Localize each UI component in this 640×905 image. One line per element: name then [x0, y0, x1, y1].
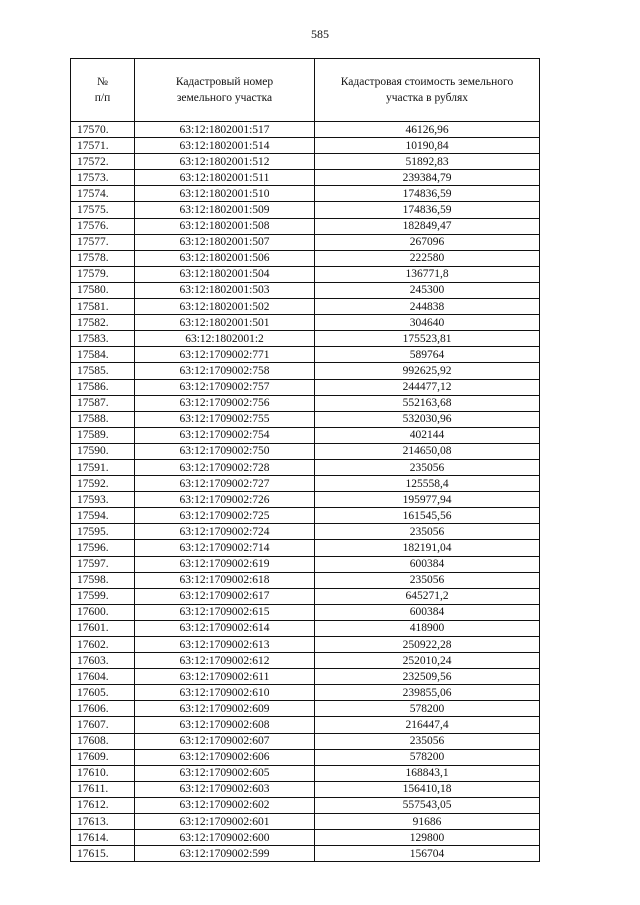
cell-cadastral-value: 156704: [315, 846, 540, 862]
table-row: [71, 379, 540, 395]
table-row: [71, 282, 540, 298]
cell-cadastral-value: 232509,56: [315, 669, 540, 685]
table-row: [71, 154, 540, 170]
cell-cadastral-number: 63:12:1802001:517: [135, 122, 315, 138]
cell-cadastral-value: 418900: [315, 620, 540, 636]
cell-cadastral-value: 161545,56: [315, 508, 540, 524]
cell-cadastral-number: 63:12:1709002:756: [135, 395, 315, 411]
cell-cadastral-number: 63:12:1709002:606: [135, 749, 315, 765]
cell-row-number: 17583.: [71, 331, 135, 347]
table-row: [71, 572, 540, 588]
cell-cadastral-value: 402144: [315, 427, 540, 443]
table-row: [71, 637, 540, 653]
cell-cadastral-number: 63:12:1802001:501: [135, 315, 315, 331]
table-row: [71, 749, 540, 765]
cell-row-number: 17581.: [71, 299, 135, 315]
cell-cadastral-value: 235056: [315, 733, 540, 749]
table-row: [71, 685, 540, 701]
cell-cadastral-number: 63:12:1709002:724: [135, 524, 315, 540]
cell-cadastral-number: 63:12:1709002:750: [135, 443, 315, 459]
cell-cadastral-number: 63:12:1709002:611: [135, 669, 315, 685]
cell-cadastral-number: 63:12:1709002:600: [135, 830, 315, 846]
cell-cadastral-number: 63:12:1709002:754: [135, 427, 315, 443]
table-body: [71, 122, 540, 862]
cell-cadastral-value: 244477,12: [315, 379, 540, 395]
cell-cadastral-number: 63:12:1709002:602: [135, 797, 315, 813]
cell-row-number: 17615.: [71, 846, 135, 862]
table-row: [71, 186, 540, 202]
table-row: [71, 443, 540, 459]
table-row: [71, 653, 540, 669]
cell-cadastral-value: 125558,4: [315, 476, 540, 492]
table-row: [71, 508, 540, 524]
cell-cadastral-value: 645271,2: [315, 588, 540, 604]
cell-row-number: 17589.: [71, 427, 135, 443]
cell-cadastral-value: 532030,96: [315, 411, 540, 427]
cell-cadastral-number: 63:12:1709002:615: [135, 604, 315, 620]
cell-cadastral-number: 63:12:1709002:607: [135, 733, 315, 749]
table-row: [71, 234, 540, 250]
cell-row-number: 17606.: [71, 701, 135, 717]
table-row: [71, 733, 540, 749]
cell-row-number: 17596.: [71, 540, 135, 556]
table-row: [71, 781, 540, 797]
table-row: [71, 202, 540, 218]
cell-cadastral-value: 46126,96: [315, 122, 540, 138]
cell-row-number: 17604.: [71, 669, 135, 685]
table-row: [71, 540, 540, 556]
cell-cadastral-number: 63:12:1709002:612: [135, 653, 315, 669]
cell-cadastral-number: 63:12:1802001:508: [135, 218, 315, 234]
cell-cadastral-value: 557543,05: [315, 797, 540, 813]
table-row: [71, 299, 540, 315]
cell-row-number: 17599.: [71, 588, 135, 604]
cell-cadastral-number: 63:12:1802001:514: [135, 138, 315, 154]
cell-cadastral-value: 182849,47: [315, 218, 540, 234]
cell-cadastral-value: 51892,83: [315, 154, 540, 170]
cell-cadastral-number: 63:12:1709002:725: [135, 508, 315, 524]
cell-cadastral-value: 235056: [315, 459, 540, 475]
cell-cadastral-value: 578200: [315, 749, 540, 765]
table-row: [71, 315, 540, 331]
cell-cadastral-value: 600384: [315, 556, 540, 572]
cell-row-number: 17586.: [71, 379, 135, 395]
table-row: [71, 395, 540, 411]
table-row: [71, 556, 540, 572]
cell-cadastral-number: 63:12:1709002:755: [135, 411, 315, 427]
cell-cadastral-value: 589764: [315, 347, 540, 363]
cell-cadastral-value: 578200: [315, 701, 540, 717]
cell-row-number: 17594.: [71, 508, 135, 524]
table-row: [71, 476, 540, 492]
cell-cadastral-number: 63:12:1802001:509: [135, 202, 315, 218]
cell-row-number: 17577.: [71, 234, 135, 250]
table-row: [71, 266, 540, 282]
cell-cadastral-number: 63:12:1802001:504: [135, 266, 315, 282]
cell-row-number: 17597.: [71, 556, 135, 572]
cell-row-number: 17584.: [71, 347, 135, 363]
cell-row-number: 17578.: [71, 250, 135, 266]
cell-cadastral-value: 174836,59: [315, 202, 540, 218]
cell-cadastral-number: 63:12:1709002:727: [135, 476, 315, 492]
cell-cadastral-number: 63:12:1802001:502: [135, 299, 315, 315]
cell-row-number: 17602.: [71, 637, 135, 653]
cell-row-number: 17609.: [71, 749, 135, 765]
cell-cadastral-number: 63:12:1709002:605: [135, 765, 315, 781]
cell-row-number: 17603.: [71, 653, 135, 669]
cell-cadastral-number: 63:12:1709002:608: [135, 717, 315, 733]
table-row: [71, 620, 540, 636]
table-row: [71, 122, 540, 138]
cell-cadastral-value: 239855,06: [315, 685, 540, 701]
cell-row-number: 17575.: [71, 202, 135, 218]
table-header-row: [71, 59, 540, 122]
cell-cadastral-number: 63:12:1709002:617: [135, 588, 315, 604]
cell-cadastral-number: 63:12:1709002:609: [135, 701, 315, 717]
cell-row-number: 17576.: [71, 218, 135, 234]
cell-cadastral-value: 250922,28: [315, 637, 540, 653]
table-row: [71, 363, 540, 379]
cell-cadastral-value: 252010,24: [315, 653, 540, 669]
table-row: [71, 814, 540, 830]
header-cadastral-value: Кадастровая стоимость земельного участка в рублях: [315, 59, 540, 122]
cell-row-number: 17601.: [71, 620, 135, 636]
cell-cadastral-value: 136771,8: [315, 266, 540, 282]
header-row-number: № п/п: [71, 59, 135, 122]
table-row: [71, 588, 540, 604]
table-row: [71, 846, 540, 862]
cell-cadastral-value: 10190,84: [315, 138, 540, 154]
header-cadastral-number: Кадастровый номер земельного участка: [135, 59, 315, 122]
table-row: [71, 669, 540, 685]
cell-row-number: 17614.: [71, 830, 135, 846]
cell-cadastral-number: 63:12:1802001:510: [135, 186, 315, 202]
table-row: [71, 604, 540, 620]
cell-cadastral-number: 63:12:1709002:757: [135, 379, 315, 395]
cell-cadastral-number: 63:12:1802001:2: [135, 331, 315, 347]
table-row: [71, 701, 540, 717]
cell-row-number: 17610.: [71, 765, 135, 781]
table-row: [71, 524, 540, 540]
cell-row-number: 17613.: [71, 814, 135, 830]
cell-cadastral-value: 222580: [315, 250, 540, 266]
cell-cadastral-number: 63:12:1709002:771: [135, 347, 315, 363]
cell-row-number: 17608.: [71, 733, 135, 749]
cell-cadastral-value: 245300: [315, 282, 540, 298]
cell-row-number: 17605.: [71, 685, 135, 701]
cell-cadastral-value: 214650,08: [315, 443, 540, 459]
table-row: [71, 765, 540, 781]
cell-cadastral-value: 235056: [315, 524, 540, 540]
cell-row-number: 17612.: [71, 797, 135, 813]
cell-cadastral-value: 182191,04: [315, 540, 540, 556]
cell-cadastral-number: 63:12:1802001:506: [135, 250, 315, 266]
cell-cadastral-number: 63:12:1802001:507: [135, 234, 315, 250]
cell-cadastral-value: 174836,59: [315, 186, 540, 202]
cell-cadastral-number: 63:12:1709002:728: [135, 459, 315, 475]
table-row: [71, 218, 540, 234]
cell-row-number: 17573.: [71, 170, 135, 186]
table-row: [71, 250, 540, 266]
cell-row-number: 17579.: [71, 266, 135, 282]
cell-cadastral-number: 63:12:1709002:599: [135, 846, 315, 862]
cell-row-number: 17585.: [71, 363, 135, 379]
cell-row-number: 17595.: [71, 524, 135, 540]
cell-row-number: 17571.: [71, 138, 135, 154]
cell-cadastral-value: 552163,68: [315, 395, 540, 411]
table-row: [71, 830, 540, 846]
cell-cadastral-number: 63:12:1802001:511: [135, 170, 315, 186]
cell-cadastral-number: 63:12:1709002:613: [135, 637, 315, 653]
cell-cadastral-value: 216447,4: [315, 717, 540, 733]
cell-row-number: 17580.: [71, 282, 135, 298]
cell-row-number: 17598.: [71, 572, 135, 588]
table-row: [71, 347, 540, 363]
cell-row-number: 17593.: [71, 492, 135, 508]
cell-cadastral-value: 304640: [315, 315, 540, 331]
cell-row-number: 17590.: [71, 443, 135, 459]
table-row: [71, 797, 540, 813]
cell-cadastral-number: 63:12:1709002:714: [135, 540, 315, 556]
cell-row-number: 17588.: [71, 411, 135, 427]
cell-cadastral-value: 244838: [315, 299, 540, 315]
cell-row-number: 17587.: [71, 395, 135, 411]
cell-row-number: 17611.: [71, 781, 135, 797]
table-row: [71, 138, 540, 154]
cell-cadastral-value: 992625,92: [315, 363, 540, 379]
cell-row-number: 17600.: [71, 604, 135, 620]
table-row: [71, 459, 540, 475]
cell-row-number: 17572.: [71, 154, 135, 170]
cell-cadastral-value: 239384,79: [315, 170, 540, 186]
cell-row-number: 17591.: [71, 459, 135, 475]
cell-cadastral-number: 63:12:1709002:758: [135, 363, 315, 379]
table-row: [71, 427, 540, 443]
cell-cadastral-number: 63:12:1802001:512: [135, 154, 315, 170]
cell-cadastral-value: 600384: [315, 604, 540, 620]
cell-cadastral-number: 63:12:1709002:614: [135, 620, 315, 636]
cell-row-number: 17574.: [71, 186, 135, 202]
cell-cadastral-number: 63:12:1709002:618: [135, 572, 315, 588]
cell-row-number: 17592.: [71, 476, 135, 492]
cell-cadastral-number: 63:12:1709002:726: [135, 492, 315, 508]
cadastral-value-table: [70, 58, 540, 862]
cell-cadastral-number: 63:12:1709002:619: [135, 556, 315, 572]
table-row: [71, 492, 540, 508]
cell-cadastral-value: 175523,81: [315, 331, 540, 347]
cell-cadastral-number: 63:12:1802001:503: [135, 282, 315, 298]
cell-cadastral-number: 63:12:1709002:610: [135, 685, 315, 701]
table-row: [71, 331, 540, 347]
cell-cadastral-value: 267096: [315, 234, 540, 250]
cell-cadastral-value: 168843,1: [315, 765, 540, 781]
cell-cadastral-value: 91686: [315, 814, 540, 830]
cell-row-number: 17570.: [71, 122, 135, 138]
cell-cadastral-number: 63:12:1709002:601: [135, 814, 315, 830]
table-row: [71, 717, 540, 733]
cell-cadastral-value: 129800: [315, 830, 540, 846]
cell-row-number: 17607.: [71, 717, 135, 733]
cell-cadastral-number: 63:12:1709002:603: [135, 781, 315, 797]
table-row: [71, 411, 540, 427]
cell-row-number: 17582.: [71, 315, 135, 331]
cell-cadastral-value: 235056: [315, 572, 540, 588]
table-row: [71, 170, 540, 186]
page-number: 585: [311, 27, 329, 41]
cell-cadastral-value: 156410,18: [315, 781, 540, 797]
cell-cadastral-value: 195977,94: [315, 492, 540, 508]
